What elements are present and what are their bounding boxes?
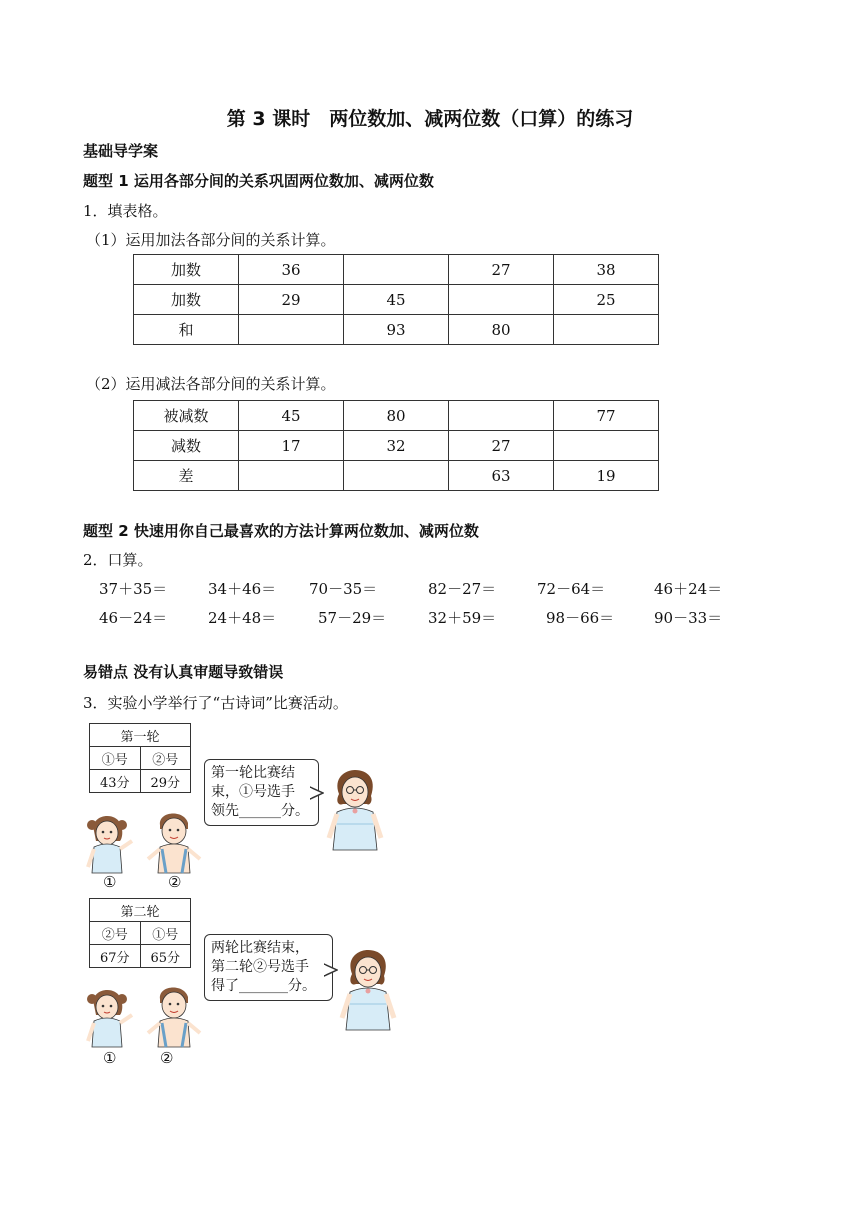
table-row [134, 401, 659, 431]
type2-heading: 题型 2 快速用你自己最喜欢的方法计算两位数加、减两位数 [83, 522, 479, 540]
child-label-2: ② [168, 873, 182, 891]
calc-item: 24＋48＝ [208, 609, 277, 627]
table-cell: 27 [449, 255, 554, 285]
round1-col2: ②号 [140, 747, 191, 770]
round1-speech-bubble [204, 759, 319, 826]
round2-val2: 65分 [140, 945, 191, 968]
round2-val1: 67分 [90, 945, 141, 968]
bubble-tail-icon [310, 785, 324, 801]
table-row [134, 461, 659, 491]
table-row [134, 255, 659, 285]
q1-part1: （1）运用加法各部分间的关系计算。 [86, 231, 336, 249]
table-cell: 45 [344, 285, 449, 315]
table-cell: 77 [554, 401, 659, 431]
round1-title: 第一轮 [90, 724, 191, 747]
round2-col1: ②号 [90, 922, 141, 945]
round1-val2: 29分 [140, 770, 191, 793]
calc-item: 57－29＝ [318, 609, 387, 627]
round2-col2: ①号 [140, 922, 191, 945]
calc-item: 98－66＝ [546, 609, 615, 627]
bubble-line: 束，①号选手 [211, 784, 295, 800]
table-cell: 32 [344, 431, 449, 461]
table-cell [344, 255, 449, 285]
q1-text: 1．填表格。 [83, 202, 168, 220]
table-cell: 27 [449, 431, 554, 461]
bubble-line: 两轮比赛结束， [211, 940, 309, 956]
q3-text: 3．实验小学举行了“古诗词”比赛活动。 [83, 694, 348, 712]
page-title: 第 3 课时 两位数加、减两位数（口算）的练习 [226, 108, 634, 130]
table-cell: 和 [134, 315, 239, 345]
calc-item: 32＋59＝ [428, 609, 497, 627]
table-cell: 80 [344, 401, 449, 431]
q2-text: 2．口算。 [83, 551, 153, 569]
girl-illustration [80, 811, 140, 875]
bubble-line: 第一轮比赛结 [211, 765, 295, 781]
table-cell: 38 [554, 255, 659, 285]
bubble-line: 领先______分。 [211, 803, 309, 819]
boy-illustration [144, 809, 204, 875]
table-cell: 36 [239, 255, 344, 285]
round2-title: 第二轮 [90, 899, 191, 922]
calc-item: 70－35＝ [309, 580, 378, 598]
teacher-illustration [338, 948, 398, 1034]
round1-val1: 43分 [90, 770, 141, 793]
table-cell: 45 [239, 401, 344, 431]
bubble-line: 得了_______分。 [211, 978, 316, 994]
girl-illustration [80, 985, 140, 1049]
round1-col1: ①号 [90, 747, 141, 770]
table-cell: 加数 [134, 255, 239, 285]
calc-item: 37＋35＝ [99, 580, 168, 598]
boy-illustration [144, 983, 204, 1049]
table-cell: 差 [134, 461, 239, 491]
table-cell: 加数 [134, 285, 239, 315]
table-cell: 25 [554, 285, 659, 315]
calc-item: 90－33＝ [654, 609, 723, 627]
q1-part2: （2）运用减法各部分间的关系计算。 [86, 375, 336, 393]
table-cell [449, 401, 554, 431]
table-cell: 减数 [134, 431, 239, 461]
table-row [134, 431, 659, 461]
calc-item: 34＋46＝ [208, 580, 277, 598]
calc-item: 72－64＝ [537, 580, 606, 598]
table-addition [133, 254, 659, 345]
bubble-line: 第二轮②号选手 [211, 959, 309, 975]
table-cell: 93 [344, 315, 449, 345]
calc-item: 82－27＝ [428, 580, 497, 598]
table-cell: 17 [239, 431, 344, 461]
table-cell: 被减数 [134, 401, 239, 431]
table-cell: 80 [449, 315, 554, 345]
table-cell [554, 431, 659, 461]
calc-item: 46＋24＝ [654, 580, 723, 598]
calc-item: 46－24＝ [99, 609, 168, 627]
table-cell [239, 461, 344, 491]
table-cell [344, 461, 449, 491]
round2-score-table [89, 898, 191, 968]
child-label-1: ① [103, 1049, 117, 1067]
section-basic: 基础导学案 [83, 142, 159, 160]
table-subtraction [133, 400, 659, 491]
table-cell [449, 285, 554, 315]
error-heading: 易错点 没有认真审题导致错误 [83, 663, 284, 681]
table-cell: 63 [449, 461, 554, 491]
table-row [134, 315, 659, 345]
table-cell: 19 [554, 461, 659, 491]
bubble-tail-icon [324, 962, 338, 978]
teacher-illustration [325, 768, 385, 854]
type1-heading: 题型 1 运用各部分间的关系巩固两位数加、减两位数 [83, 172, 434, 190]
table-cell [554, 315, 659, 345]
table-cell: 29 [239, 285, 344, 315]
table-cell [239, 315, 344, 345]
table-row [134, 285, 659, 315]
round1-score-table [89, 723, 191, 793]
round2-speech-bubble [204, 934, 333, 1001]
child-label-2: ② [160, 1049, 174, 1067]
child-label-1: ① [103, 873, 117, 891]
